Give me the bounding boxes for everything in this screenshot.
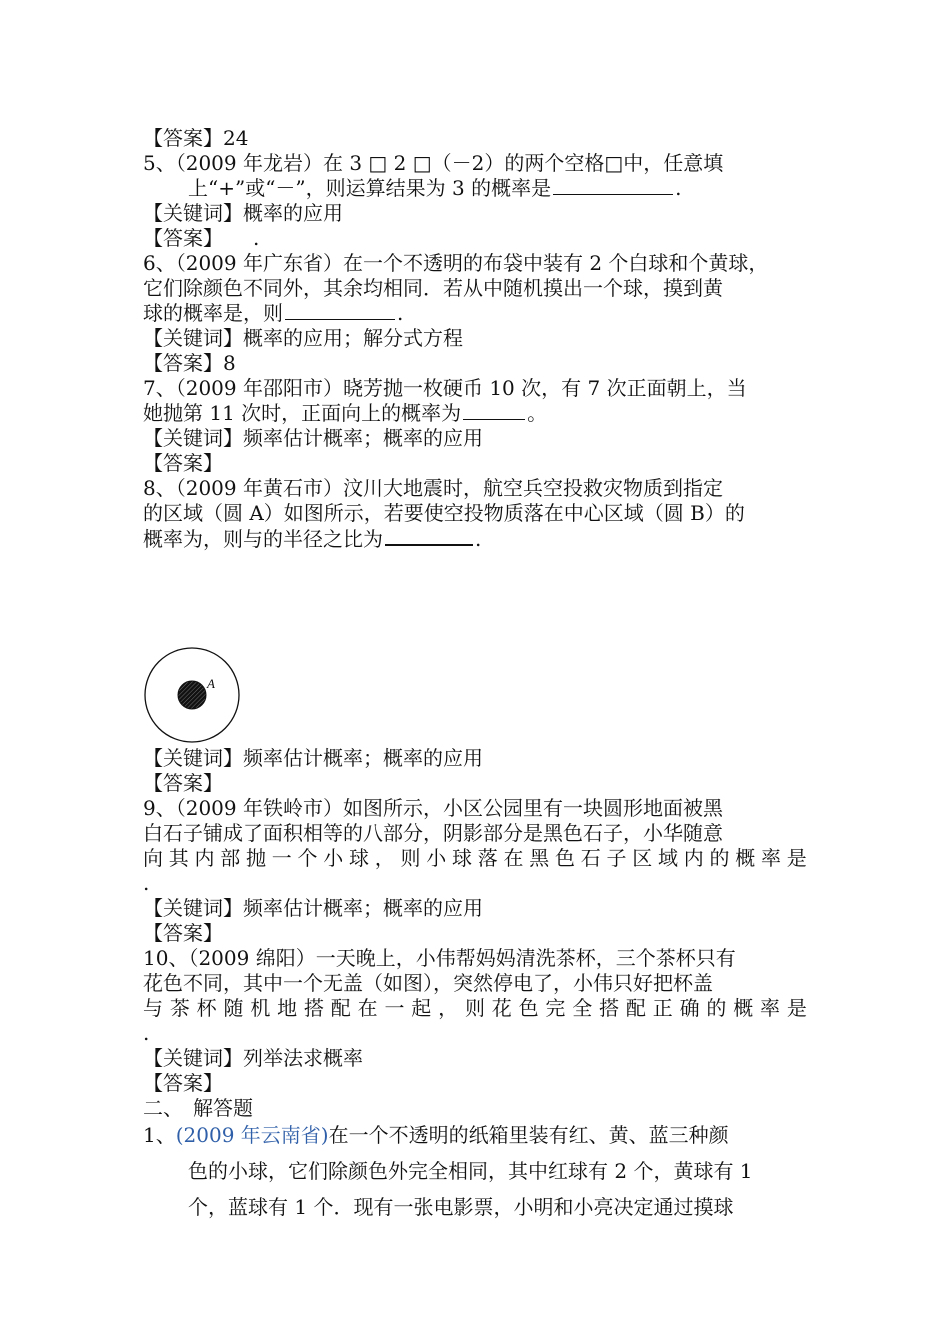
keywords-q8: 【关键词】频率估计概率；概率的应用: [143, 746, 483, 770]
keywords-q9: 【关键词】频率估计概率；概率的应用: [143, 896, 483, 920]
answer-q5: 【答案】 .: [143, 226, 260, 250]
concentric-circles-figure: [143, 646, 243, 746]
answer-blank: [285, 301, 395, 320]
source-link[interactable]: (2009 年云南省): [175, 1123, 329, 1147]
question-9-line-4: .: [143, 871, 150, 895]
answer-blank: [463, 401, 525, 420]
answer-q6: 【答案】8: [143, 351, 236, 375]
question-5-line-2: 上“+”或“－”，则运算结果为 3 的概率是 .: [188, 176, 682, 200]
question-10-line-3: 与 茶 杯 随 机 地 搭 配 在 一 起 ， 则 花 色 完 全 搭 配 正 确 的 概 率 是: [143, 996, 807, 1020]
question-10-line-2: 花色不同，其中一个无盖（如图），突然停电了，小伟只好把杯盖: [143, 971, 713, 995]
question-6-line-3: 球的概率是，则 .: [143, 301, 404, 325]
inner-shaded-circle: [178, 681, 206, 709]
solution-1-line-2: 色的小球，它们除颜色外完全相同，其中红球有 2 个，黄球有 1: [188, 1159, 753, 1183]
keywords-q6: 【关键词】概率的应用；解分式方程: [143, 326, 463, 350]
question-5-line-1: 5、（2009 年龙岩）在 3 □ 2 □（－2）的两个空格□中，任意填: [143, 151, 724, 175]
keywords-q5: 【关键词】概率的应用: [143, 201, 343, 225]
question-7-line-1: 7、（2009 年邵阳市）晓芳抛一枚硬币 10 次，有 7 次正面朝上，当: [143, 376, 747, 400]
circle-label: A: [207, 676, 215, 691]
question-6-line-2: 它们除颜色不同外，其余均相同．若从中随机摸出一个球，摸到黄: [143, 276, 723, 300]
answer-q10: 【答案】: [143, 1071, 223, 1095]
question-8-line-1: 8、（2009 年黄石市）汶川大地震时，航空兵空投救灾物质到指定: [143, 476, 723, 500]
question-9-line-3: 向 其 内 部 抛 一 个 小 球 ， 则 小 球 落 在 黑 色 石 子 区 域 内 的 概 率 是: [143, 846, 807, 870]
question-6-line-1: 6、（2009 年广东省）在一个不透明的布袋中装有 2 个白球和个黄球，: [143, 251, 769, 275]
question-8-line-2: 的区域（圆 A）如图所示，若要使空投物质落在中心区域（圆 B）的: [143, 501, 745, 525]
solution-1-line-3: 个，蓝球有 1 个．现有一张电影票，小明和小亮决定通过摸球: [188, 1195, 734, 1219]
question-10-line-1: 10、（2009 绵阳）一天晚上，小伟帮妈妈清洗茶杯，三个茶杯只有: [143, 946, 736, 970]
answer-q4: 【答案】24: [143, 126, 249, 150]
question-9-line-1: 9、（2009 年铁岭市）如图所示，小区公园里有一块圆形地面被黑: [143, 796, 723, 820]
keywords-q7: 【关键词】频率估计概率；概率的应用: [143, 426, 483, 450]
answer-q7: 【答案】: [143, 451, 223, 475]
answer-blank: [553, 176, 673, 195]
question-10-line-4: .: [143, 1021, 150, 1045]
question-8-line-3: 概率为，则与的半径之比为 .: [143, 527, 482, 551]
answer-q9: 【答案】: [143, 921, 223, 945]
answer-blank: [385, 526, 473, 546]
solution-1-line-1: 1、(2009 年云南省)在一个不透明的纸箱里装有红、黄、蓝三种颜: [143, 1123, 729, 1147]
section-heading: 二、 解答题: [143, 1096, 253, 1120]
question-7-line-2: 她抛第 11 次时，正面向上的概率为 。: [143, 401, 548, 425]
question-9-line-2: 白石子铺成了面积相等的八部分，阴影部分是黑色石子，小华随意: [143, 821, 723, 845]
answer-q8: 【答案】: [143, 771, 223, 795]
keywords-q10: 【关键词】列举法求概率: [143, 1046, 363, 1070]
